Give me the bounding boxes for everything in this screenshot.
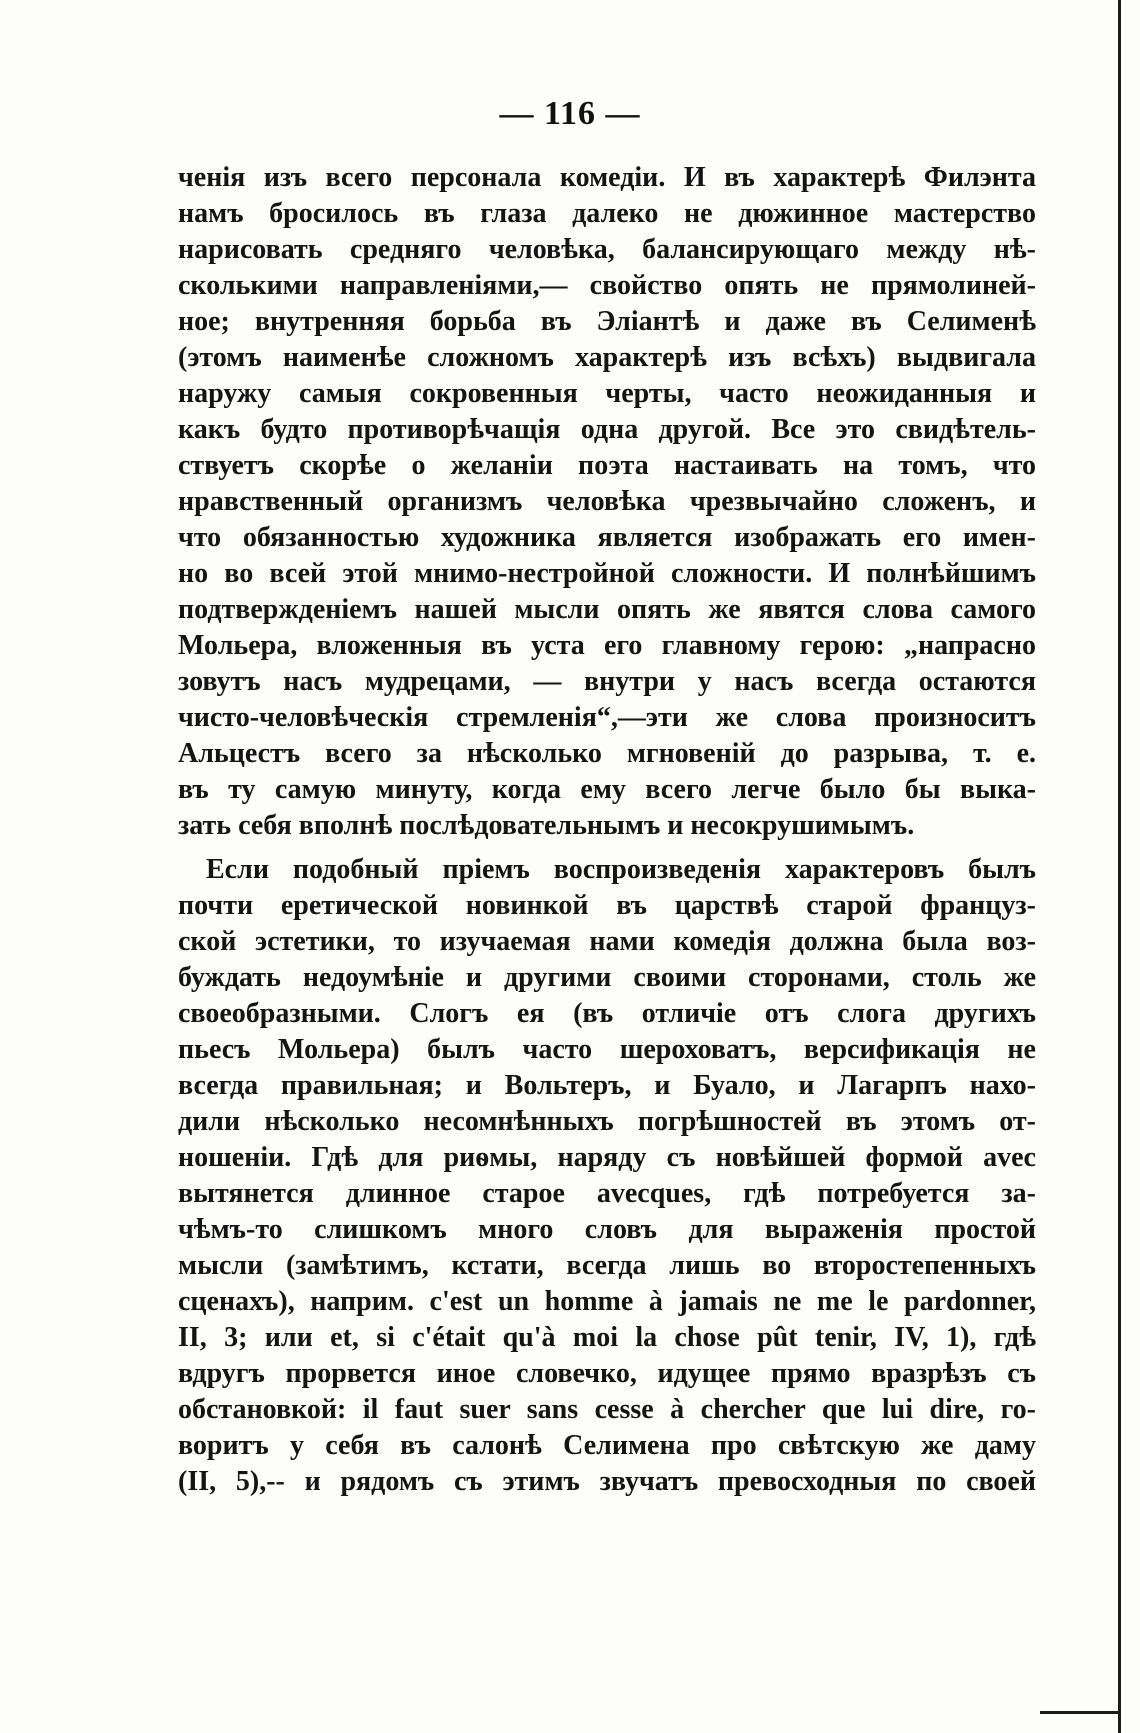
text-line: всегда правильная; и Вольтеръ, и Буало, и Лагарпъ нахо- — [178, 1070, 1036, 1101]
text-line: ской эстетики, то изучаемая нами комедія должна была воз- — [178, 926, 1036, 957]
text-line: буждать недоумѣніе и другими своими сторонами, столь же — [178, 962, 1036, 993]
page-corner-mark — [1040, 1711, 1118, 1714]
text-line: чѣмъ-то слишкомъ много словъ для выраженія простой — [178, 1214, 1036, 1245]
text-line: зовутъ насъ мудрецами, — внутри у насъ всегда остаются — [178, 666, 1036, 697]
text-line: ное; внутренняя борьба въ Эліантѣ и даже въ Селименѣ — [178, 306, 1036, 337]
text-line: Если подобный пріемъ воспроизведенія характеровъ былъ — [206, 854, 1036, 885]
text-line: наружу самыя сокровенныя черты, часто неожиданныя и — [178, 378, 1036, 409]
text-line: обстановкой: il faut suer sans cesse à chercher que lui dire, го- — [178, 1394, 1036, 1425]
text-line: ношеніи. Гдѣ для риѳмы, наряду съ новѣйшей формой avec — [178, 1142, 1036, 1173]
text-line: Мольера, вложенныя въ уста его главному герою: „напрасно — [178, 630, 1036, 661]
text-line: дили нѣсколько несомнѣнныхъ погрѣшностей въ этомъ от- — [178, 1106, 1036, 1137]
text-line: какъ будто противорѣчащія одна другой. Все это свидѣтель- — [178, 414, 1036, 445]
text-line: почти еретической новинкой въ царствѣ старой француз- — [178, 890, 1036, 921]
text-line: въ ту самую минуту, когда ему всего легче было бы выка- — [178, 774, 1036, 805]
page-number: — 116 — — [499, 95, 641, 132]
text-line: ченія изъ всего персонала комедіи. И въ характерѣ Филэнта — [178, 162, 1036, 193]
text-line: II, 3; или et, si c'était qu'à moi la chose pût tenir, IV, 1), гдѣ — [178, 1322, 1036, 1353]
text-line: подтвержденіемъ нашей мысли опять же явятся слова самого — [178, 594, 1036, 625]
text-line: пьесъ Мольера) былъ часто шероховатъ, версификація не — [178, 1034, 1036, 1065]
text-line: (этомъ наименѣе сложномъ характерѣ изъ всѣхъ) выдвигала — [178, 342, 1036, 373]
text-line: нравственный организмъ человѣка чрезвычайно сложенъ, и — [178, 486, 1036, 517]
text-line: (II, 5),-- и рядомъ съ этимъ звучатъ превосходныя по своей — [178, 1466, 1036, 1497]
text-line: что обязанностью художника является изображать его имен- — [178, 522, 1036, 553]
text-line: сценахъ), наприм. c'est un homme à jamais ne me le pardonner, — [178, 1286, 1036, 1317]
text-line: Альцестъ всего за нѣсколько мгновеній до разрыва, т. е. — [178, 738, 1036, 769]
text-line: намъ бросилось въ глаза далеко не дюжинное мастерство — [178, 198, 1036, 229]
text-line: нарисовать средняго человѣка, балансирующаго между нѣ- — [178, 234, 1036, 265]
text-line: но во всей этой мнимо-нестройной сложности. И полнѣйшимъ — [178, 558, 1036, 589]
text-line: чисто-человѣческія стремленія“,—эти же слова произноситъ — [178, 702, 1036, 733]
text-line: зать себя вполнѣ послѣдовательнымъ и несокрушимымъ. — [178, 810, 915, 841]
page-edge-rule — [1118, 0, 1121, 1733]
text-line: вытянется длинное старое avecques, гдѣ потребуется за- — [178, 1178, 1036, 1209]
text-line: сколькими направленіями,— свойство опять не прямолиней- — [178, 270, 1036, 301]
text-line: вдругъ прорвется иное словечко, идущее прямо вразрѣзъ съ — [178, 1358, 1036, 1389]
text-line: ствуетъ скорѣе о желаніи поэта настаивать на томъ, что — [178, 450, 1036, 481]
text-line: воритъ у себя въ салонѣ Селимена про свѣтскую же даму — [178, 1430, 1036, 1461]
text-line: мысли (замѣтимъ, кстати, всегда лишь во второстепенныхъ — [178, 1250, 1036, 1281]
text-line: своеобразными. Слогъ ея (въ отличіе отъ слога другихъ — [178, 998, 1036, 1029]
